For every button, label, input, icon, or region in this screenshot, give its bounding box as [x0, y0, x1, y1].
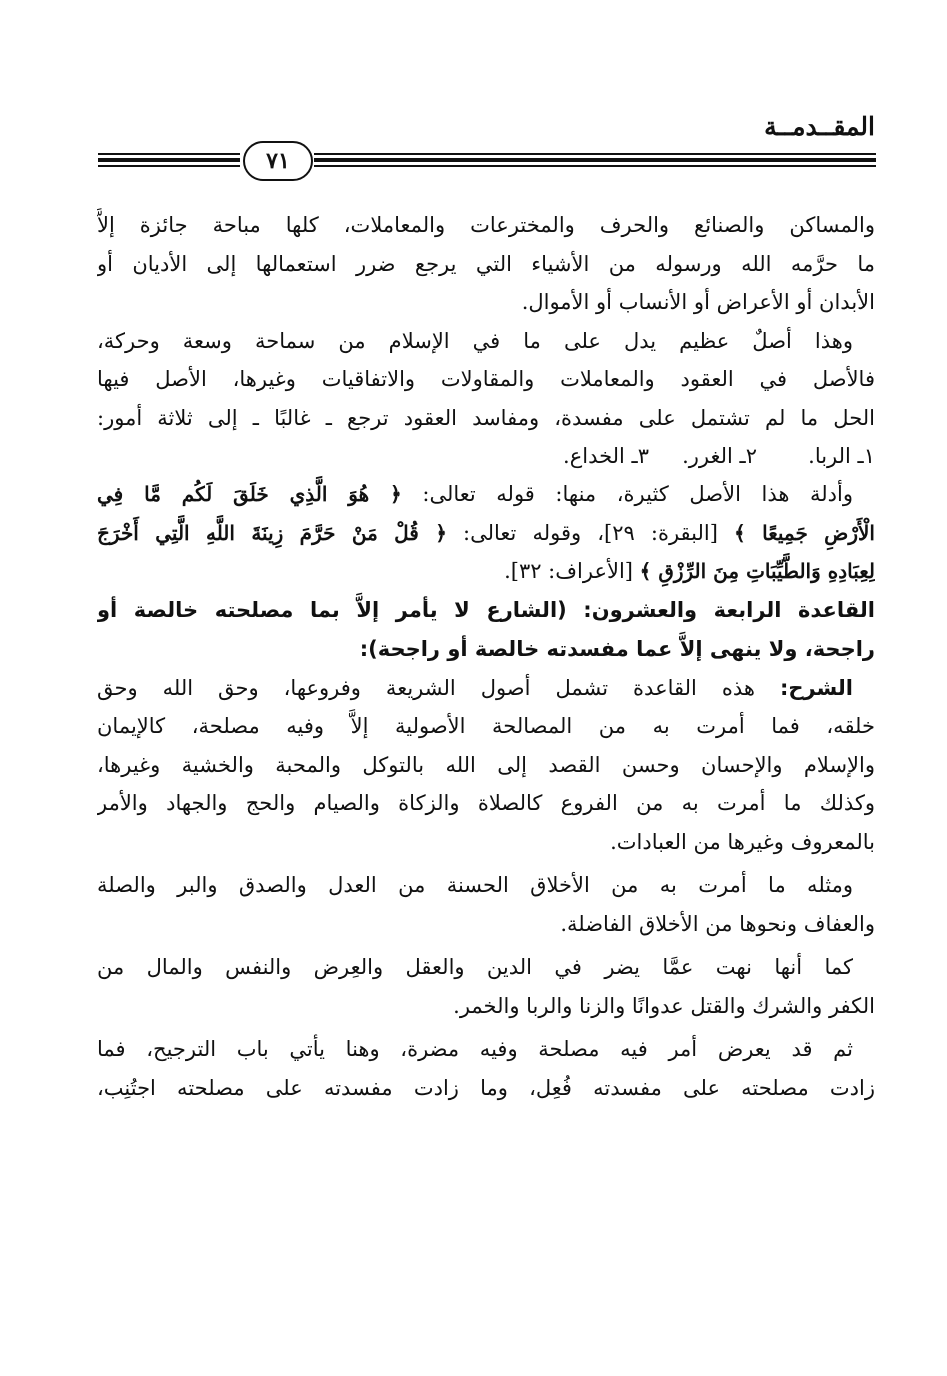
text-line: زادت مصلحته على مفسدته فُعِل، وما زادت مفسدته على مصلحته اجتُنِب، — [97, 1075, 875, 1100]
page-number: ٧١ — [243, 141, 313, 181]
quran-verse: لِعِبَادِهِ وَالطَّيِّبَاتِ مِنَ الرِّزْقِ ﴾ — [639, 559, 875, 583]
text-line — [97, 669, 875, 708]
rule-heading — [97, 591, 875, 669]
text-line — [97, 514, 875, 553]
list-item: ١ـ الربا. — [808, 444, 875, 468]
text-run: [البقرة: ٢٩]، وقوله تعالى: — [446, 520, 735, 545]
list-item: ٢ـ الغرر. — [682, 444, 757, 468]
text-line: الكفر والشرك والقتل عدوانًا والزنا والربا والخمر. — [453, 993, 875, 1018]
text-line: وهذا أصلٌ عظيم يدل على ما في الإسلام من سماحة وسعة وحركة، — [97, 328, 853, 353]
text-line: بالمعروف وغيرها من العبادات. — [610, 829, 875, 854]
text-run: وأدلة هذا الأصل كثيرة، منها: قوله تعالى: — [401, 482, 853, 506]
list-item: ٣ـ الخداع. — [563, 444, 649, 468]
text-line: ثم قد يعرض أمر فيه مصلحة وفيه مضرة، وهنا يأتي باب الترجيح، فما — [97, 1037, 853, 1061]
paragraph-4 — [97, 669, 875, 862]
header-rule-right — [314, 151, 876, 169]
text-line: خلقه، فما أمرت به من المصالحة الأصولية إلاَّ وفيه مصلحة، كالإيمان — [97, 714, 875, 738]
paragraph-6 — [97, 948, 875, 1025]
text-line — [97, 475, 875, 514]
numbered-list — [97, 437, 875, 475]
text-body — [97, 206, 875, 1107]
text-line: وكذلك ما أمرت به من الفروع كالصلاة والزكاة والصيام والحج والجهاد والأمر — [97, 791, 875, 815]
text-line: والإسلام والإحسان وحسن القصد إلى الله بالتوكل والمحبة والخشية وغيرها، — [97, 752, 875, 777]
quran-verse: الْأَرْضِ جَمِيعًا ﴾ — [734, 520, 875, 545]
quran-verse: ﴿ هُوَ الَّذِي خَلَقَ لَكُم مَّا فِي — [97, 482, 402, 506]
text-line: فالأصل في العقود والمعاملات والمقاولات والاتفاقيات وغيرها، الأصل فيها — [97, 367, 875, 391]
text-run: هذه القاعدة تشمل أصول الشريعة وفروعها، وحق الله وحق — [97, 675, 780, 700]
text-line: الأبدان أو الأعراض أو الأنساب أو الأموال. — [521, 290, 875, 314]
text-line: ومثله ما أمرت به من الأخلاق الحسنة من العدل والصدق والبر والصلة — [97, 873, 853, 897]
text-line: والعفاف ونحوها من الأخلاق الفاضلة. — [560, 911, 875, 936]
heading-line: راجحة، ولا ينهى إلاَّ عما مفسدته خالصة أو راجحة): — [359, 636, 875, 661]
paragraph-2 — [97, 322, 875, 438]
text-line — [97, 552, 875, 591]
paragraph-1 — [97, 206, 875, 322]
quran-verse: ﴿ قُلْ مَنْ حَرَّمَ زِينَةَ اللَّهِ الَّتِي أَخْرَجَ — [97, 520, 447, 545]
header-rule-left — [98, 151, 240, 169]
text-line: الحل ما لم تشتمل على مفسدة، ومفاسد العقود ترجع ـ غالبًا ـ إلى ثلاثة أمور: — [97, 405, 875, 430]
heading-line: القاعدة الرابعة والعشرون: (الشارع لا يأمر إلاَّ بما مصلحته خالصة أو — [97, 597, 875, 622]
text-run: [الأعراف: ٣٢]. — [504, 559, 640, 583]
header-rule — [98, 150, 876, 170]
paragraph-7 — [97, 1030, 875, 1107]
paragraph-3 — [97, 475, 875, 591]
text-line: كما أنها نهت عمَّا يضر في الدين والعقل والعِرض والنفس والمال من — [97, 955, 853, 979]
paragraph-5 — [97, 866, 875, 943]
running-title: المقــدمــة — [764, 112, 875, 141]
text-line: والمساكن والصنائع والحرف والمخترعات والمعاملات، كلها مباحة جائزة إلاَّ — [97, 213, 875, 237]
explanation-lead: الشرح: — [779, 675, 853, 700]
text-line: ما حرَّمه الله ورسوله من الأشياء التي يرجع ضرر استعمالها إلى الأديان أو — [97, 251, 875, 276]
